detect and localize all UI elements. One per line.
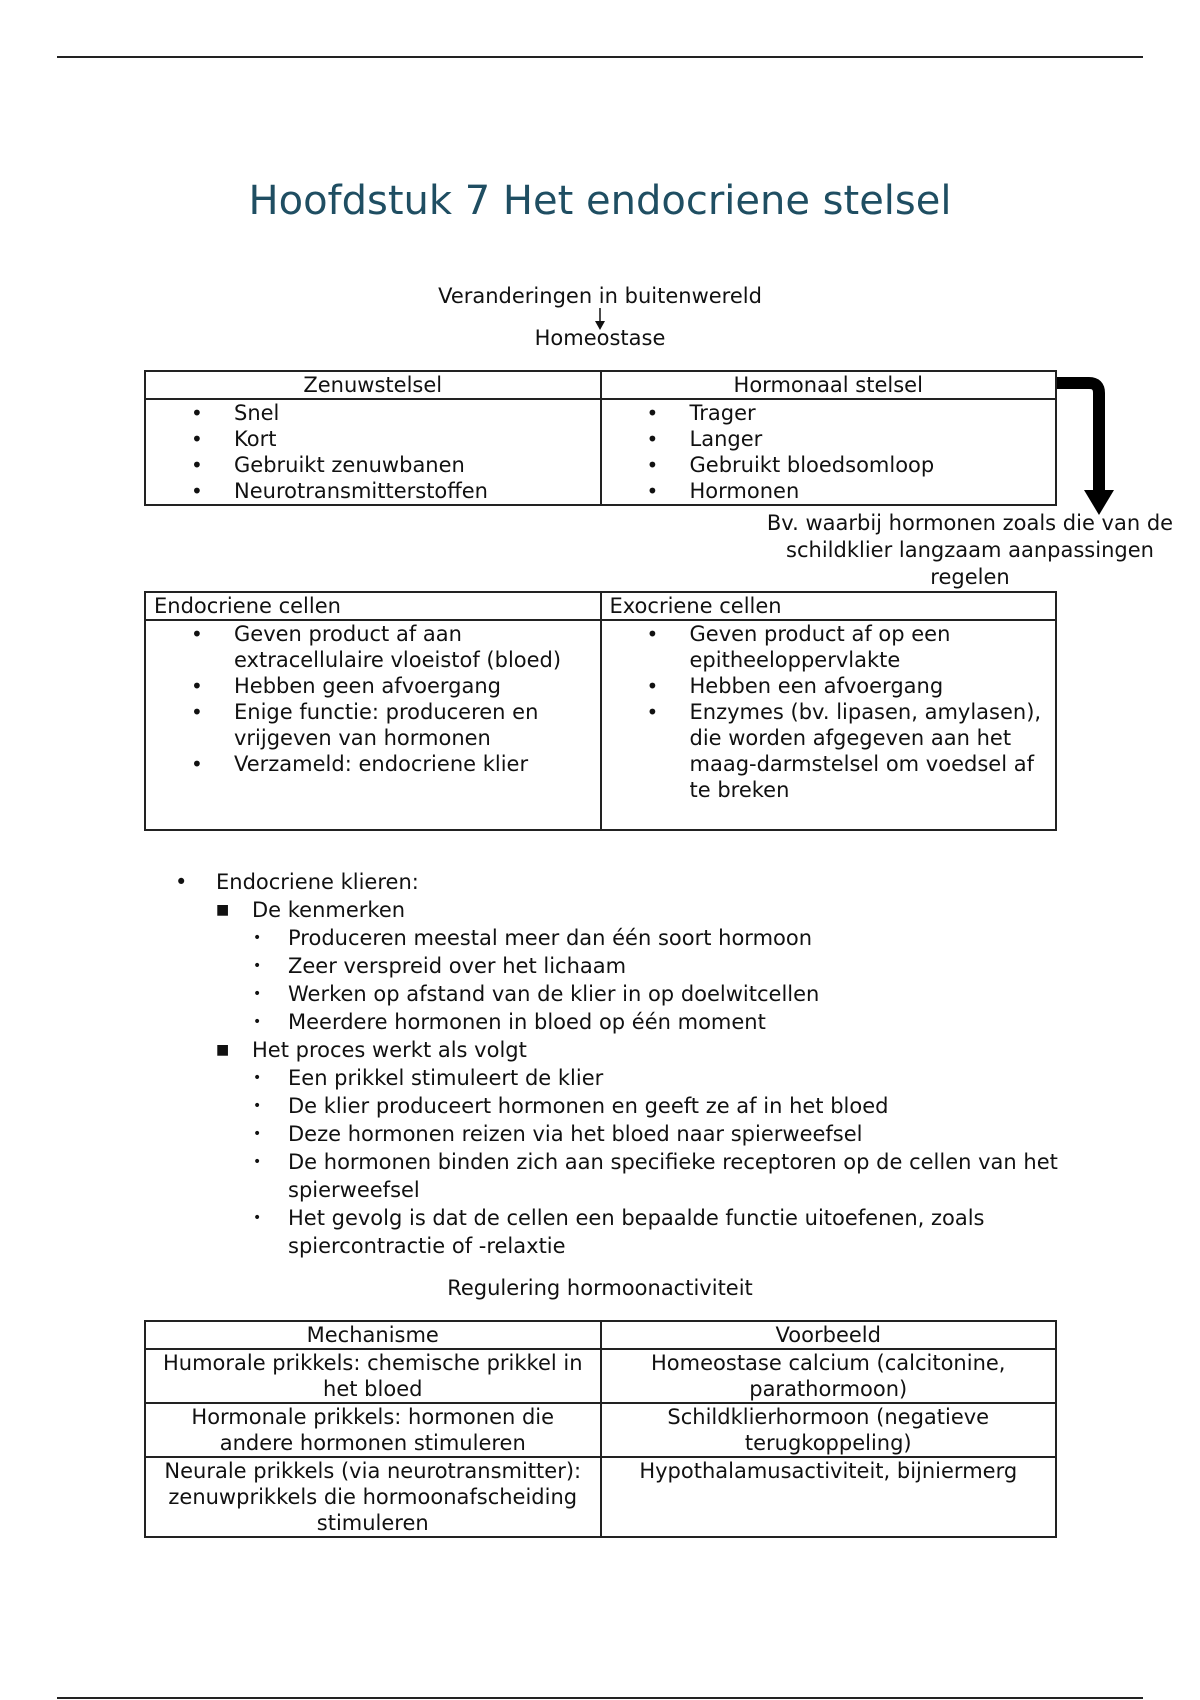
regulation-table [144,1320,1057,1538]
list-item: • Neurotransmitterstoffen [234,478,592,504]
table-header: Endocriene cellen [145,592,601,620]
list-item: • Verzameld: endocriene klier [234,751,592,777]
outline-group [216,896,1075,1036]
square-bullet-icon: ■ [216,1042,230,1058]
table-cell [601,399,1057,505]
table-cell [145,399,601,505]
list-item: • Trager [690,400,1048,426]
list-item: • Geven product af op een epitheeloppervlakte [690,621,1048,673]
table-row [145,1403,1056,1457]
bullet-icon: • [175,870,188,894]
list-item: • Kort [234,426,592,452]
list-item: • Gebruikt zenuwbanen [234,452,592,478]
table-cell: Hormonale prikkels: hormonen die andere hormonen stimuleren [145,1403,601,1457]
outline-group [216,1036,1075,1260]
list-item: • Gebruikt bloedsomloop [690,452,1048,478]
endocrine-glands-outline [175,868,1075,1260]
list-item: • De klier produceert hormonen en geeft ze af in het bloed [253,1094,889,1118]
dot-bullet-icon: • [253,1098,262,1114]
dot-bullet-icon: • [253,1154,262,1170]
list-item: • Een prikkel stimuleert de klier [253,1066,604,1090]
table-header: Mechanisme [145,1321,601,1349]
table-cell [601,620,1057,830]
table-cell: Humorale prikkels: chemische prikkel in het bloed [145,1349,601,1403]
table-header: Voorbeeld [601,1321,1057,1349]
dot-bullet-icon: • [253,1070,262,1086]
square-bullet-icon: ■ [216,902,230,918]
bottom-rule [57,1697,1143,1699]
list-item: • Snel [234,400,592,426]
table-cell: Schildklierhormoon (negatieve terugkoppeling) [601,1403,1057,1457]
list-item: • Enige functie: produceren en vrijgeven van hormonen [234,699,592,751]
endocrine-vs-exocrine-table [144,591,1057,831]
list-item: • Hormonen [690,478,1048,504]
list-item: • Werken op afstand van de klier in op doelwitcellen [253,982,820,1006]
list-item: • Zeer verspreid over het lichaam [253,954,627,978]
dot-bullet-icon: • [253,958,262,974]
table-header: Hormonaal stelsel [601,371,1057,399]
table-cell [145,620,601,830]
flow-top-text: Veranderingen in buitenwereld [438,284,762,308]
dot-bullet-icon: • [253,986,262,1002]
list-item: • Langer [690,426,1048,452]
list-item: • Het gevolg is dat de cellen een bepaalde functie uitoefenen, zoals spiercontractie of -relaxtie [253,1206,985,1258]
table-cell: Neurale prikkels (via neurotransmitter): zenuwprikkels die hormoonafscheiding stimuleren [145,1457,601,1537]
table-header: Exocriene cellen [601,592,1057,620]
table-row [145,1457,1056,1537]
dot-bullet-icon: • [253,1014,262,1030]
list-item: • Geven product af aan extracellulaire vloeistof (bloed) [234,621,592,673]
list-item: • Hebben geen afvoergang [234,673,592,699]
page-title: Hoofdstuk 7 Het endocriene stelsel [248,178,952,224]
group-label: De kenmerken [252,898,406,922]
list-item: • Deze hormonen reizen via het bloed naar spierweefsel [253,1122,863,1146]
group-label: Het proces werkt als volgt [252,1038,527,1062]
table-cell: Homeostase calcium (calcitonine, parathormoon) [601,1349,1057,1403]
list-item: • Produceren meestal meer dan één soort hormoon [253,926,813,950]
regulation-caption: Regulering hormoonactiviteit [447,1276,753,1300]
table-header: Zenuwstelsel [145,371,601,399]
example-note: Bv. waarbij hormonen zoals die van de schildklier langzaam aanpassingen regelen [766,511,1174,589]
list-item: • Enzymes (bv. lipasen, amylasen), die worden afgegeven aan het maag-darmstelsel om voedsel af te breken [690,699,1048,803]
list-item: • Meerdere hormonen in bloed op één moment [253,1010,766,1034]
flow-bottom-text: Homeostase [534,326,666,350]
list-item: • Hebben een afvoergang [690,673,1048,699]
table-cell: Hypothalamusactiviteit, bijniermerg [601,1457,1057,1537]
bent-arrow [1055,370,1135,520]
table-row [145,1349,1056,1403]
outline-item [175,868,1075,1260]
top-rule [57,56,1143,58]
dot-bullet-icon: • [253,1210,262,1226]
list-item: • De hormonen binden zich aan specifieke receptoren op de cellen van het spierweefsel [253,1150,1058,1202]
outline-heading: Endocriene klieren: [216,870,419,894]
dot-bullet-icon: • [253,1126,262,1142]
nervous-vs-hormonal-table [144,370,1057,506]
dot-bullet-icon: • [253,930,262,946]
